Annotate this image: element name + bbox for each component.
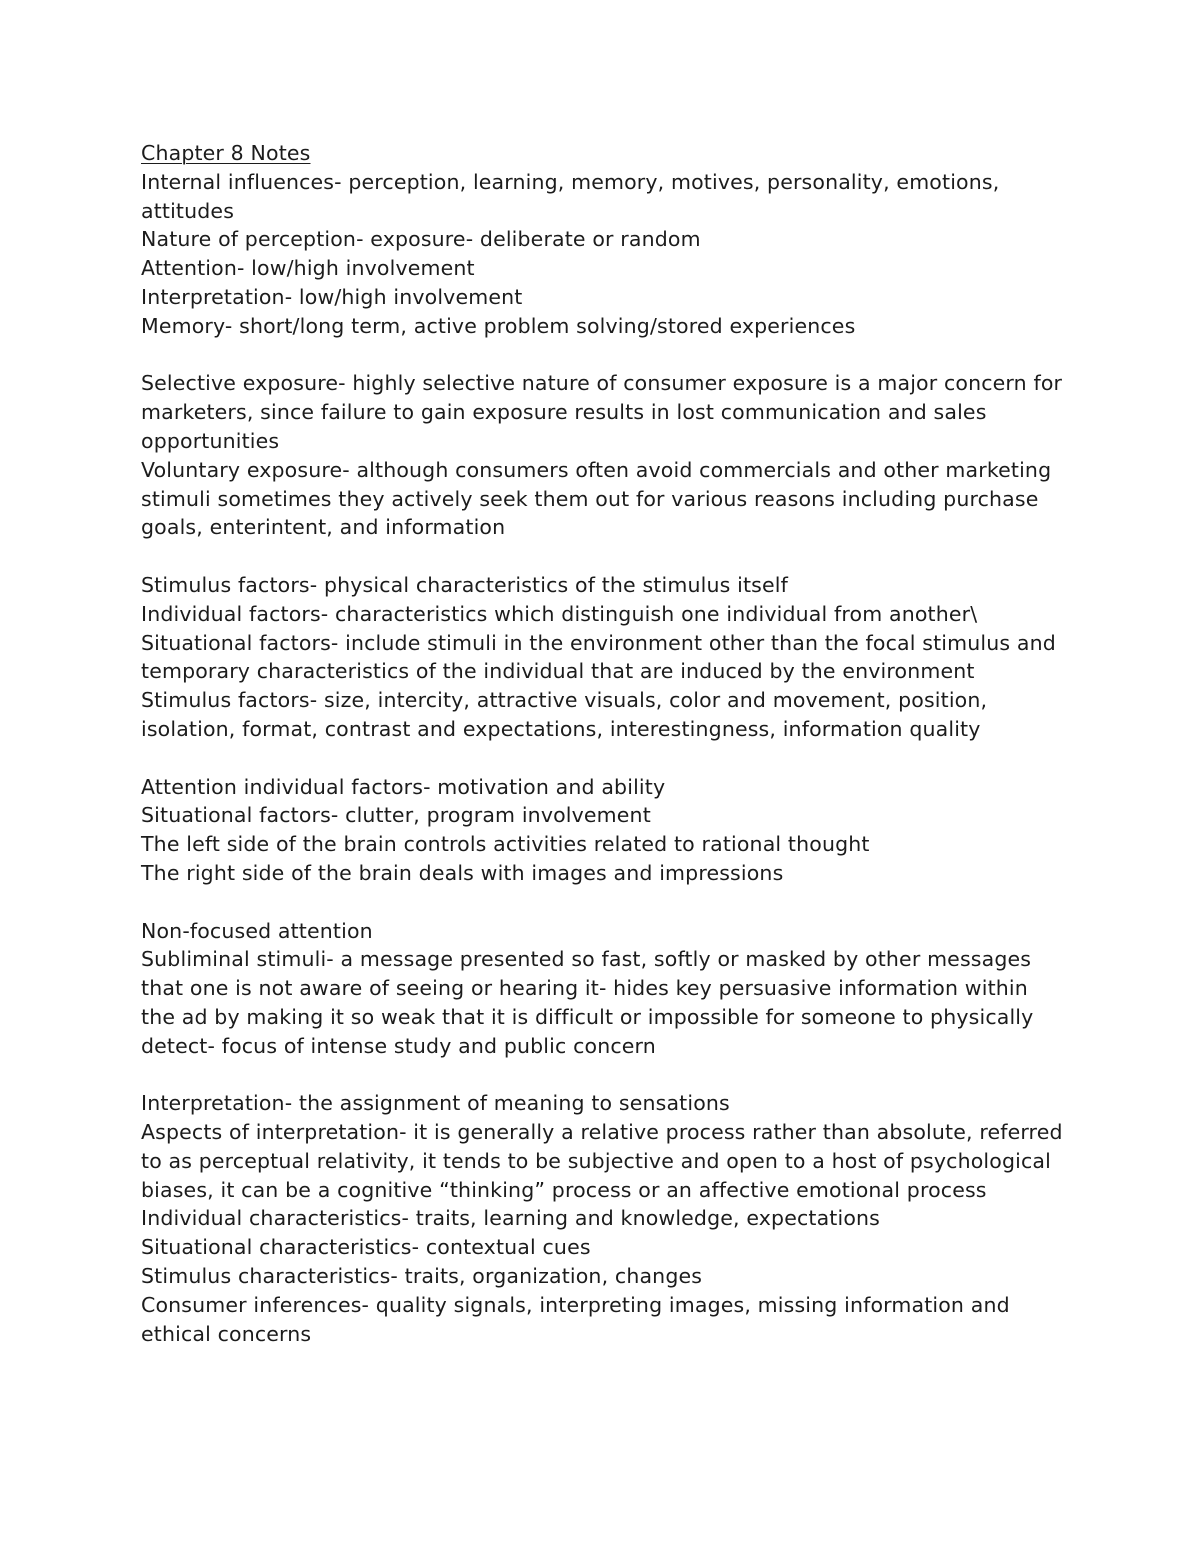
note-interpretation-definition: Interpretation- the assignment of meaning to sensations — [141, 1091, 730, 1116]
note-memory: Memory- short/long term, active problem solving/stored experiences — [141, 313, 856, 338]
note-selective-exposure: Selective exposure- highly selective nature of consumer exposure is a major concern for marketers, since failure to gain exposure results in lost communication and sales opportunities — [141, 371, 1063, 453]
paragraph-spacer — [141, 341, 1066, 370]
note-situational-factors-clutter: Situational factors- clutter, program involvement — [141, 803, 651, 828]
document-body — [141, 139, 1066, 1348]
paragraph-spacer — [141, 1061, 1066, 1090]
note-stimulus-characteristics: Stimulus characteristics- traits, organization, changes — [141, 1264, 703, 1289]
note-stimulus-factors: Stimulus factors- physical characteristics of the stimulus itself — [141, 572, 788, 597]
paragraph-spacer — [141, 744, 1066, 773]
note-attention-individual-factors: Attention individual factors- motivation and ability — [141, 774, 666, 799]
note-situational-characteristics: Situational characteristics- contextual cues — [141, 1235, 591, 1260]
note-stimulus-factors-list: Stimulus factors- size, intercity, attractive visuals, color and movement, position, isolation, format, contrast and expectations, interestingness, information quality — [141, 688, 988, 741]
paragraph-spacer — [141, 888, 1066, 917]
note-attention: Attention- low/high involvement — [141, 256, 475, 281]
note-individual-characteristics: Individual characteristics- traits, learning and knowledge, expectations — [141, 1206, 880, 1231]
note-nature-of-perception: Nature of perception- exposure- deliberate or random — [141, 227, 701, 252]
note-left-brain: The left side of the brain controls activities related to rational thought — [141, 832, 870, 857]
note-consumer-inferences: Consumer inferences- quality signals, interpreting images, missing information and ethical concerns — [141, 1292, 1010, 1346]
note-right-brain: The right side of the brain deals with images and impressions — [141, 860, 784, 885]
note-voluntary-exposure: Voluntary exposure- although consumers often avoid commercials and other marketing stimuli sometimes they actively seek them out for various reasons including purchase goals, enterintent, and information — [141, 457, 1052, 540]
note-internal-influences: Internal influences- perception, learning, memory, motives, personality, emotions, attitudes — [141, 169, 1000, 223]
note-situational-factors: Situational factors- include stimuli in the environment other than the focal stimulus and temporary characteristics of the individual that are induced by the environment — [141, 630, 1056, 684]
note-aspects-of-interpretation: Aspects of interpretation- it is generally a relative process rather than absolute, referred to as perceptual relativity, it tends to be subjective and open to a host of psychological biases, it can be a cognitive “thinking” process or an affective emotional process — [141, 1120, 1063, 1202]
note-non-focused-attention: Non-focused attention — [141, 918, 373, 943]
note-subliminal-stimuli: Subliminal stimuli- a message presented so fast, softly or masked by other messages that one is not aware of seeing or hearing it- hides key persuasive information within the ad by making it so weak that it is difficult or impossible for someone to physically detect- focus of intense study and public concern — [141, 947, 1034, 1058]
document-title: Chapter 8 Notes — [141, 141, 311, 165]
note-individual-factors: Individual factors- characteristics which distinguish one individual from another\ — [141, 601, 978, 626]
paragraph-spacer — [141, 542, 1066, 571]
note-interpretation: Interpretation- low/high involvement — [141, 284, 523, 309]
